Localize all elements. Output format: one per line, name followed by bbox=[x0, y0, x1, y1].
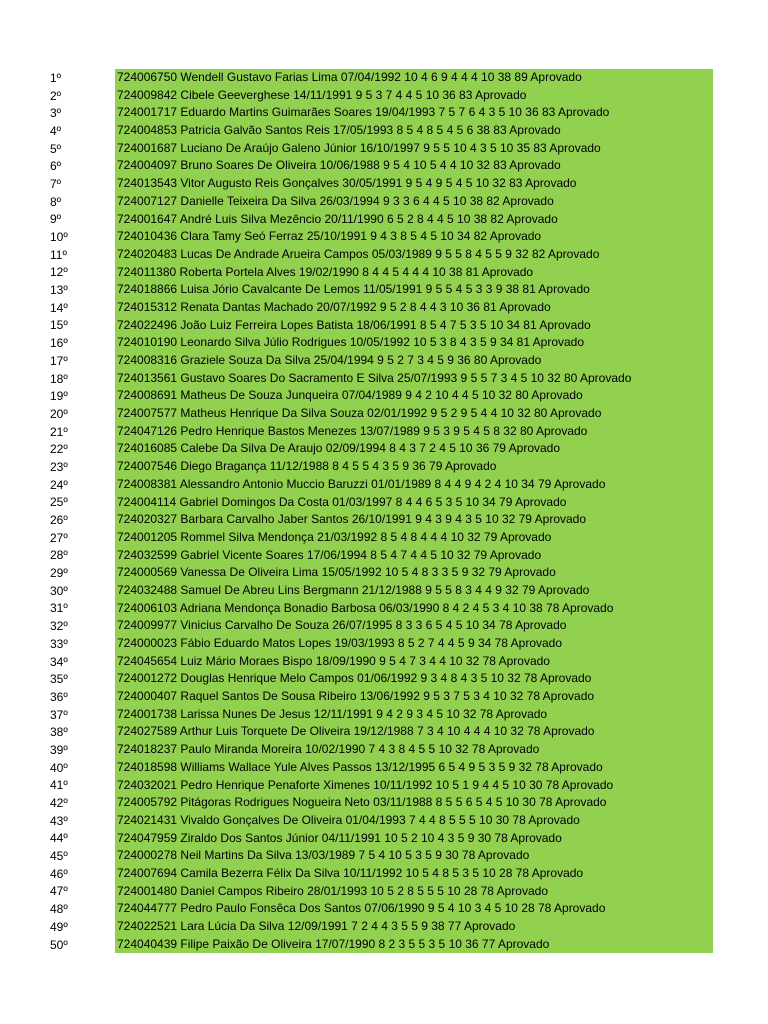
result-row bbox=[0, 387, 768, 405]
record-cell: 724007694 Camila Bezerra Félix Da Silva 10/11/1992 10 5 4 8 5 3 5 10 28 78 Aprovado bbox=[115, 865, 713, 883]
result-row bbox=[0, 688, 768, 706]
result-row bbox=[0, 157, 768, 175]
record-cell: 724000278 Neil Martins Da Silva 13/03/1989 7 5 4 10 5 3 5 9 30 78 Aprovado bbox=[115, 847, 713, 865]
rank-cell: 13º bbox=[50, 283, 68, 298]
result-row bbox=[0, 246, 768, 264]
record-cell: 724007577 Matheus Henrique Da Silva Souza 02/01/1992 9 5 2 9 5 4 4 10 32 80 Aprovado bbox=[115, 405, 713, 423]
result-row bbox=[0, 812, 768, 830]
record-cell: 724032488 Samuel De Abreu Lins Bergmann 21/12/1988 9 5 5 8 3 4 4 9 32 79 Aprovado bbox=[115, 582, 713, 600]
record-cell: 724007546 Diego Bragança 11/12/1988 8 4 5 5 4 3 5 9 36 79 Aprovado bbox=[115, 458, 713, 476]
record-cell: 724018237 Paulo Miranda Moreira 10/02/1990 7 4 3 8 4 5 5 10 32 78 Aprovado bbox=[115, 741, 713, 759]
record-cell: 724010436 Clara Tamy Seó Ferraz 25/10/1991 9 4 3 8 5 4 5 10 34 82 Aprovado bbox=[115, 228, 713, 246]
rank-cell: 31º bbox=[50, 601, 68, 616]
result-row bbox=[0, 635, 768, 653]
record-cell: 724005792 Pitágoras Rodrigues Nogueira Neto 03/11/1988 8 5 5 6 5 4 5 10 30 78 Aprovado bbox=[115, 794, 713, 812]
record-cell: 724047959 Ziraldo Dos Santos Júnior 04/11/1991 10 5 2 10 4 3 5 9 30 78 Aprovado bbox=[115, 830, 713, 848]
rank-cell: 50º bbox=[50, 937, 68, 952]
result-row bbox=[0, 87, 768, 105]
result-row bbox=[0, 830, 768, 848]
result-row bbox=[0, 440, 768, 458]
rank-cell: 40º bbox=[50, 760, 68, 775]
rank-cell: 28º bbox=[50, 548, 68, 563]
result-row bbox=[0, 211, 768, 229]
rank-cell: 18º bbox=[50, 371, 68, 386]
rank-cell: 1º bbox=[50, 70, 62, 85]
rank-cell: 26º bbox=[50, 513, 68, 528]
rank-cell: 21º bbox=[50, 424, 68, 439]
record-cell: 724001647 André Luis Silva Mezêncio 20/11/1990 6 5 2 8 4 4 5 10 38 82 Aprovado bbox=[115, 211, 713, 229]
record-cell: 724020483 Lucas De Andrade Arueira Campos 05/03/1989 9 5 5 8 4 5 5 9 32 82 Aprovado bbox=[115, 246, 713, 264]
results-sheet bbox=[0, 69, 768, 953]
record-cell: 724040439 Filipe Paixão De Oliveira 17/07/1990 8 2 3 5 5 3 5 10 36 77 Aprovado bbox=[115, 936, 713, 954]
result-row bbox=[0, 564, 768, 582]
rank-cell: 16º bbox=[50, 336, 68, 351]
result-row bbox=[0, 582, 768, 600]
rank-cell: 12º bbox=[50, 265, 68, 280]
rank-cell: 29º bbox=[50, 566, 68, 581]
record-cell: 724008381 Alessandro Antonio Muccio Baruzzi 01/01/1989 8 4 4 9 4 2 4 10 34 79 Aprovado bbox=[115, 476, 713, 494]
result-row bbox=[0, 370, 768, 388]
rank-cell: 7º bbox=[50, 176, 62, 191]
rank-cell: 3º bbox=[50, 106, 62, 121]
record-cell: 724001717 Eduardo Martins Guimarães Soares 19/04/1993 7 5 7 6 4 3 5 10 36 83 Aprovado bbox=[115, 104, 713, 122]
record-cell: 724018598 Williams Wallace Yule Alves Passos 13/12/1995 6 5 4 9 5 3 5 9 32 78 Aprovado bbox=[115, 759, 713, 777]
rank-cell: 36º bbox=[50, 689, 68, 704]
record-cell: 724004114 Gabriel Domingos Da Costa 01/03/1997 8 4 4 6 5 3 5 10 34 79 Aprovado bbox=[115, 494, 713, 512]
result-row bbox=[0, 264, 768, 282]
result-row bbox=[0, 918, 768, 936]
record-cell: 724000407 Raquel Santos De Sousa Ribeiro 13/06/1992 9 5 3 7 5 3 4 10 32 78 Aprovado bbox=[115, 688, 713, 706]
record-cell: 724010190 Leonardo Silva Júlio Rodrigues 10/05/1992 10 5 3 8 4 3 5 9 34 81 Aprovado bbox=[115, 334, 713, 352]
record-cell: 724015312 Renata Dantas Machado 20/07/1992 9 5 2 8 4 4 3 10 36 81 Aprovado bbox=[115, 299, 713, 317]
result-row bbox=[0, 617, 768, 635]
rank-cell: 2º bbox=[50, 88, 62, 103]
result-row bbox=[0, 352, 768, 370]
rank-cell: 37º bbox=[50, 707, 68, 722]
result-row bbox=[0, 900, 768, 918]
record-cell: 724044777 Pedro Paulo Fonsêca Dos Santos 07/06/1990 9 5 4 10 3 4 5 10 28 78 Aprovado bbox=[115, 900, 713, 918]
result-row bbox=[0, 653, 768, 671]
rank-cell: 32º bbox=[50, 619, 68, 634]
result-row bbox=[0, 405, 768, 423]
record-cell: 724009842 Cibele Geeverghese 14/11/1991 9 5 3 7 4 4 5 10 36 83 Aprovado bbox=[115, 87, 713, 105]
rank-cell: 24º bbox=[50, 477, 68, 492]
record-cell: 724013561 Gustavo Soares Do Sacramento E Silva 25/07/1993 9 5 5 7 3 4 5 10 32 80 Aprovado bbox=[115, 370, 713, 388]
record-cell: 724022496 João Luiz Ferreira Lopes Batista 18/06/1991 8 5 4 7 5 3 5 10 34 81 Aprovado bbox=[115, 317, 713, 335]
rank-cell: 8º bbox=[50, 194, 62, 209]
record-cell: 724021431 Vivaldo Gonçalves De Oliveira 01/04/1993 7 4 4 8 5 5 5 10 30 78 Aprovado bbox=[115, 812, 713, 830]
record-cell: 724032021 Pedro Henrique Penaforte Ximenes 10/11/1992 10 5 1 9 4 4 5 10 30 78 Aprovado bbox=[115, 777, 713, 795]
rank-cell: 45º bbox=[50, 849, 68, 864]
record-cell: 724001738 Larissa Nunes De Jesus 12/11/1991 9 4 2 9 3 4 5 10 32 78 Aprovado bbox=[115, 706, 713, 724]
result-row bbox=[0, 723, 768, 741]
rank-cell: 4º bbox=[50, 123, 62, 138]
record-cell: 724008691 Matheus De Souza Junqueira 07/04/1989 9 4 2 10 4 4 5 10 32 80 Aprovado bbox=[115, 387, 713, 405]
record-cell: 724047126 Pedro Henrique Bastos Menezes 13/07/1989 9 5 3 9 5 4 5 8 32 80 Aprovado bbox=[115, 423, 713, 441]
result-row bbox=[0, 458, 768, 476]
rank-cell: 23º bbox=[50, 459, 68, 474]
rank-cell: 9º bbox=[50, 212, 62, 227]
result-row bbox=[0, 423, 768, 441]
result-row bbox=[0, 175, 768, 193]
rank-cell: 30º bbox=[50, 583, 68, 598]
result-row bbox=[0, 104, 768, 122]
result-row bbox=[0, 476, 768, 494]
rank-cell: 39º bbox=[50, 742, 68, 757]
rank-cell: 43º bbox=[50, 813, 68, 828]
result-row bbox=[0, 670, 768, 688]
rank-cell: 6º bbox=[50, 159, 62, 174]
rank-cell: 5º bbox=[50, 141, 62, 156]
result-row bbox=[0, 299, 768, 317]
record-cell: 724004853 Patricia Galvão Santos Reis 17/05/1993 8 5 4 8 5 4 5 6 38 83 Aprovado bbox=[115, 122, 713, 140]
result-row bbox=[0, 706, 768, 724]
rank-cell: 41º bbox=[50, 778, 68, 793]
record-cell: 724011380 Roberta Portela Alves 19/02/1990 8 4 4 5 4 4 4 10 38 81 Aprovado bbox=[115, 264, 713, 282]
record-cell: 724000569 Vanessa De Oliveira Lima 15/05/1992 10 5 4 8 3 3 5 9 32 79 Aprovado bbox=[115, 564, 713, 582]
result-row bbox=[0, 69, 768, 87]
record-cell: 724001687 Luciano De Araújo Galeno Júnior 16/10/1997 9 5 5 10 4 3 5 10 35 83 Aprovado bbox=[115, 140, 713, 158]
rank-cell: 38º bbox=[50, 725, 68, 740]
result-row bbox=[0, 600, 768, 618]
rank-cell: 49º bbox=[50, 919, 68, 934]
record-cell: 724016085 Calebe Da Silva De Araujo 02/09/1994 8 4 3 7 2 4 5 10 36 79 Aprovado bbox=[115, 440, 713, 458]
rank-cell: 11º bbox=[50, 247, 67, 262]
rank-cell: 34º bbox=[50, 654, 68, 669]
result-row bbox=[0, 547, 768, 565]
result-row bbox=[0, 228, 768, 246]
rank-cell: 46º bbox=[50, 866, 68, 881]
rank-cell: 33º bbox=[50, 636, 68, 651]
record-cell: 724032599 Gabriel Vicente Soares 17/06/1994 8 5 4 7 4 4 5 10 32 79 Aprovado bbox=[115, 547, 713, 565]
record-cell: 724013543 Vitor Augusto Reis Gonçalves 30/05/1991 9 5 4 9 5 4 5 10 32 83 Aprovado bbox=[115, 175, 713, 193]
result-row bbox=[0, 494, 768, 512]
rank-cell: 20º bbox=[50, 406, 68, 421]
rank-cell: 15º bbox=[50, 318, 68, 333]
result-row bbox=[0, 122, 768, 140]
rank-cell: 27º bbox=[50, 530, 68, 545]
record-cell: 724001272 Douglas Henrique Melo Campos 01/06/1992 9 3 4 8 4 3 5 10 32 78 Aprovado bbox=[115, 670, 713, 688]
record-cell: 724000023 Fábio Eduardo Matos Lopes 19/03/1993 8 5 2 7 4 4 5 9 34 78 Aprovado bbox=[115, 635, 713, 653]
record-cell: 724027589 Arthur Luis Torquete De Oliveira 19/12/1988 7 3 4 10 4 4 4 10 32 78 Aprovado bbox=[115, 723, 713, 741]
record-cell: 724022521 Lara Lúcia Da Silva 12/09/1991 7 2 4 4 3 5 5 9 38 77 Aprovado bbox=[115, 918, 713, 936]
result-row bbox=[0, 529, 768, 547]
rank-cell: 35º bbox=[50, 672, 68, 687]
record-cell: 724004097 Bruno Soares De Oliveira 10/06/1988 9 5 4 10 5 4 4 10 32 83 Aprovado bbox=[115, 157, 713, 175]
result-row bbox=[0, 193, 768, 211]
result-row bbox=[0, 794, 768, 812]
result-row bbox=[0, 883, 768, 901]
result-row bbox=[0, 511, 768, 529]
record-cell: 724020327 Barbara Carvalho Jaber Santos 26/10/1991 9 4 3 9 4 3 5 10 32 79 Aprovado bbox=[115, 511, 713, 529]
result-row bbox=[0, 759, 768, 777]
result-row bbox=[0, 140, 768, 158]
result-row bbox=[0, 334, 768, 352]
result-row bbox=[0, 847, 768, 865]
rank-cell: 10º bbox=[50, 230, 68, 245]
rank-cell: 47º bbox=[50, 884, 68, 899]
rank-cell: 25º bbox=[50, 495, 68, 510]
result-row bbox=[0, 741, 768, 759]
rank-cell: 44º bbox=[50, 831, 68, 846]
record-cell: 724018866 Luisa Jório Cavalcante De Lemos 11/05/1991 9 5 5 4 5 3 3 9 38 81 Aprovado bbox=[115, 281, 713, 299]
record-cell: 724045654 Luiz Mário Moraes Bispo 18/09/1990 9 5 4 7 3 4 4 10 32 78 Aprovado bbox=[115, 653, 713, 671]
result-row bbox=[0, 865, 768, 883]
record-cell: 724001480 Daniel Campos Ribeiro 28/01/1993 10 5 2 8 5 5 5 10 28 78 Aprovado bbox=[115, 883, 713, 901]
rank-cell: 19º bbox=[50, 389, 68, 404]
record-cell: 724006103 Adriana Mendonça Bonadio Barbosa 06/03/1990 8 4 2 4 5 3 4 10 38 78 Aprovado bbox=[115, 600, 713, 618]
record-cell: 724008316 Graziele Souza Da Silva 25/04/1994 9 5 2 7 3 4 5 9 36 80 Aprovado bbox=[115, 352, 713, 370]
record-cell: 724006750 Wendell Gustavo Farias Lima 07/04/1992 10 4 6 9 4 4 4 10 38 89 Aprovado bbox=[115, 69, 713, 87]
rank-cell: 42º bbox=[50, 796, 68, 811]
rank-cell: 22º bbox=[50, 442, 68, 457]
result-row bbox=[0, 777, 768, 795]
rank-cell: 48º bbox=[50, 902, 68, 917]
record-cell: 724001205 Rommel Silva Mendonça 21/03/1992 8 5 4 8 4 4 4 10 32 79 Aprovado bbox=[115, 529, 713, 547]
record-cell: 724009977 Vinicius Carvalho De Souza 26/07/1995 8 3 3 6 5 4 5 10 34 78 Aprovado bbox=[115, 617, 713, 635]
result-row bbox=[0, 281, 768, 299]
result-row bbox=[0, 317, 768, 335]
rank-cell: 14º bbox=[50, 300, 68, 315]
record-cell: 724007127 Danielle Teixeira Da Silva 26/03/1994 9 3 3 6 4 4 5 10 38 82 Aprovado bbox=[115, 193, 713, 211]
result-row bbox=[0, 936, 768, 954]
rank-cell: 17º bbox=[50, 353, 68, 368]
